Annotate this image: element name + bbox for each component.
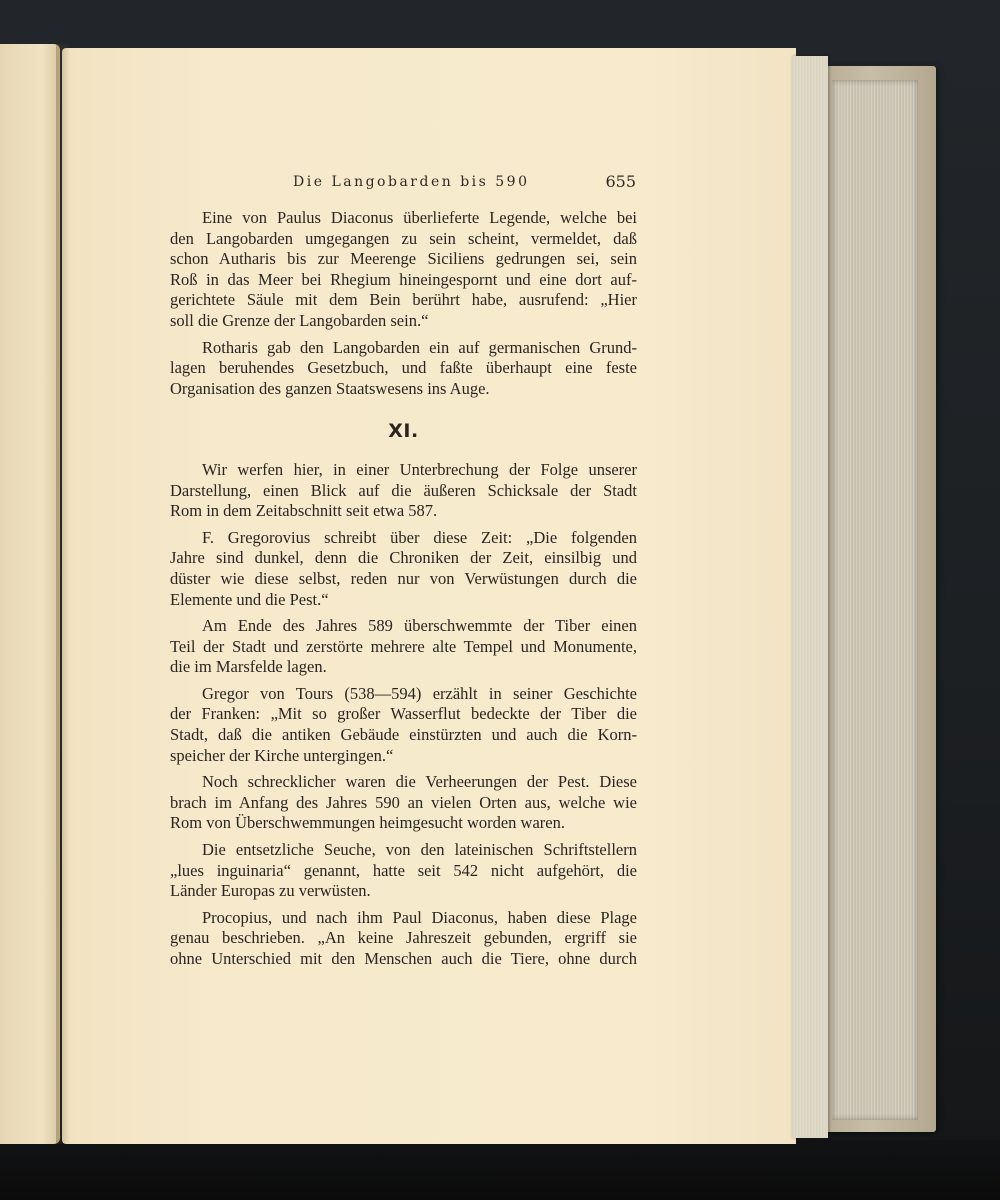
text-line: lagen beruhendes Gesetzbuch, und faßte überhaupt eine feste <box>170 358 637 378</box>
text-line: Elemente und die Pest.“ <box>170 589 329 609</box>
text-line: den Langobarden umgegangen zu sein scheint, vermeldet, daß <box>170 228 637 248</box>
text-line: „lues inguinaria“ genannt, hatte seit 542 nicht aufgehört, die <box>170 860 637 880</box>
text-line: Rotharis gab den Langobarden ein auf germanischen Grund- <box>202 337 637 357</box>
text-line: Rom von Überschwemmungen heimgesucht worden waren. <box>170 813 565 833</box>
text-line: soll die Grenze der Langobarden sein.“ <box>170 310 429 330</box>
text-line: die im Marsfelde lagen. <box>170 657 327 677</box>
text-line: Roß in das Meer bei Rhegium hineingespornt und eine dort auf- <box>170 269 637 289</box>
left-facing-page <box>0 44 60 1144</box>
text-line: Noch schrecklicher waren die Verheerungen der Pest. Diese <box>202 772 637 792</box>
text-line: der Franken: „Mit so großer Wasserflut bedeckte der Tiber die <box>170 704 637 724</box>
text-line: Wir werfen hier, in einer Unterbrechung der Folge unserer <box>202 459 637 479</box>
text-line: düster wie diese selbst, reden nur von Verwüstungen durch die <box>170 568 637 588</box>
text-line: Am Ende des Jahres 589 überschwemmte der Tiber einen <box>202 616 637 636</box>
paragraphs-after-heading <box>170 460 637 970</box>
section-heading: XI. <box>388 420 419 443</box>
text-line: Die entsetzliche Seuche, von den lateinischen Schriftstellern <box>202 840 637 860</box>
page-number: 655 <box>605 172 636 191</box>
paragraph <box>170 208 637 332</box>
paragraph <box>170 840 637 902</box>
paragraph <box>170 338 637 400</box>
paragraph <box>170 772 637 834</box>
text-line: Länder Europas zu verwüsten. <box>170 881 371 901</box>
paragraph <box>170 460 637 522</box>
text-line: Gregor von Tours (538—594) erzählt in seiner Geschichte <box>202 683 637 703</box>
text-line: Stadt, daß die antiken Gebäude einstürzten und auch die Korn- <box>170 725 637 745</box>
text-line: genau beschrieben. „An keine Jahreszeit gebunden, ergriff sie <box>170 928 637 948</box>
paragraph <box>170 684 637 766</box>
text-line: brach im Anfang des Jahres 590 an vielen Orten aus, welche wie <box>170 792 637 812</box>
paragraph <box>170 616 637 678</box>
table-surface <box>0 1140 1000 1200</box>
paragraph <box>170 528 637 610</box>
text-line: ohne Unterschied mit den Menschen auch die Tiere, ohne durch <box>170 949 637 968</box>
text-line: F. Gregorovius schreibt über diese Zeit: „Die folgenden <box>202 527 637 547</box>
running-head-title: Die Langobarden bis 590 <box>293 174 530 190</box>
running-head <box>106 170 636 196</box>
page-block-edges <box>832 80 918 1120</box>
text-line: Procopius, und nach ihm Paul Diaconus, haben diese Plage <box>202 907 637 927</box>
paragraphs-before-heading <box>170 208 637 399</box>
body-text <box>170 208 637 970</box>
text-line: Organisation des ganzen Staatswesens ins Auge. <box>170 378 490 398</box>
paragraph <box>170 908 637 970</box>
page-gutter-shadow <box>56 44 70 1144</box>
text-line: Eine von Paulus Diaconus überlieferte Legende, welche bei <box>202 208 637 227</box>
text-line: gerichtete Säule mit dem Bein berührt habe, ausrufend: „Hier <box>170 290 637 310</box>
page-fore-edge <box>792 56 828 1138</box>
text-line: Rom in dem Zeitabschnitt seit etwa 587. <box>170 501 438 521</box>
text-line: schon Autharis bis zur Meerenge Siciliens gedrungen sei, sein <box>170 249 637 269</box>
text-line: Teil der Stadt und zerstörte mehrere alte Tempel und Monumente, <box>170 636 637 656</box>
text-line: Jahre sind dunkel, denn die Chroniken der Zeit, einsilbig und <box>170 548 637 568</box>
text-line: Darstellung, einen Blick auf die äußeren Schicksale der Stadt <box>170 480 637 500</box>
text-line: speicher der Kirche untergingen.“ <box>170 745 394 765</box>
